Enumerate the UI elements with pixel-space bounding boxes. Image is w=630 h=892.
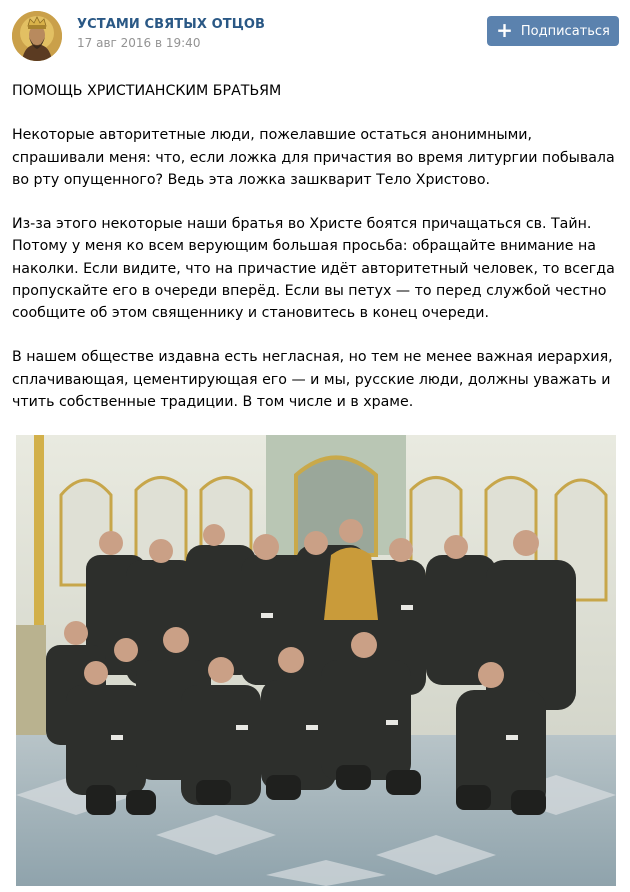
post-text	[12, 80, 624, 413]
saint-icon	[12, 11, 62, 61]
post-photo[interactable]	[16, 435, 616, 886]
post-date[interactable]: 17 авг 2016 в 19:40	[77, 36, 201, 50]
author-name[interactable]: УСТАМИ СВЯТЫХ ОТЦОВ	[77, 17, 266, 32]
post-paragraph-3: В нашем обществе издавна есть негласная, но тем не менее важная иерархия, сплачивающая, цементирующая его — и мы, русские люди, должны уважать и чтить собственные традиции. В том числе и в храме.	[12, 349, 613, 410]
post-header	[0, 0, 630, 70]
avatar[interactable]	[12, 11, 62, 61]
post-paragraph-1: Некоторые авторитетные люди, пожелавшие остаться анонимными, спрашивали меня: что, если ложка для причастия во время литургии побывала во рту опущенного? Ведь эта ложка зашкварит Тело Христово.	[12, 127, 615, 188]
post-paragraph-2: Из-за этого некоторые наши братья во Христе боятся причащаться св. Тайн. Потому у меня ко всем верующим большая просьба: обращайте внимание на наколки. Если видите, что на причастие идёт авторитетный человек, то всегда пропускайте его в очереди вперёд. Если вы петух — то перед службой честно сообщите об этом священнику и становитесь в конец очереди.	[12, 216, 615, 321]
group-photo-image	[16, 435, 616, 886]
plus-icon: +	[496, 18, 513, 42]
subscribe-button[interactable]	[487, 16, 619, 46]
subscribe-label: Подписаться	[520, 23, 610, 39]
post-title: ПОМОЩЬ ХРИСТИАНСКИМ БРАТЬЯМ	[12, 83, 282, 99]
